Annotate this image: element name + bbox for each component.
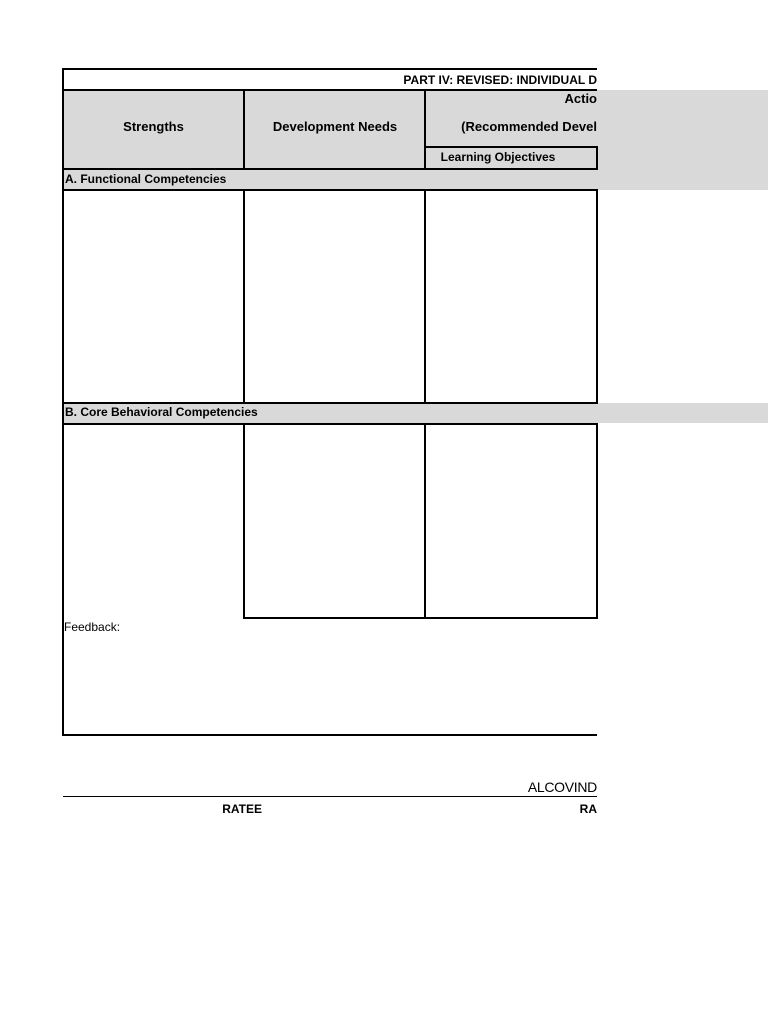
- rater-label: RA: [579, 802, 597, 816]
- border-section-b-top: [62, 402, 597, 404]
- border-section-b-bottom: [62, 423, 597, 425]
- divider-col-1-a: [243, 189, 245, 404]
- feedback-area[interactable]: [64, 636, 596, 734]
- learning-objectives-cell-b[interactable]: [428, 425, 596, 617]
- form-title: PART IV: REVISED: INDIVIDUAL D: [403, 73, 597, 87]
- border-cells-b-bottom: [243, 617, 597, 619]
- section-b-label: B. Core Behavioral Competencies: [65, 405, 258, 419]
- development-needs-cell-b[interactable]: [246, 425, 425, 617]
- divider-col-3-b: [596, 423, 598, 619]
- border-header-bottom: [62, 168, 597, 170]
- recommended-development-header: (Recommended Devel: [461, 119, 597, 134]
- strengths-header: Strengths: [123, 119, 184, 134]
- development-needs-header: Development Needs: [272, 119, 398, 134]
- border-learning-top: [425, 146, 597, 148]
- border-feedback-bottom: [62, 734, 597, 736]
- border-left: [62, 68, 64, 736]
- divider-col-1-b: [243, 423, 245, 619]
- divider-col-3-a: [596, 189, 598, 404]
- divider-col-2-a: [424, 189, 426, 404]
- development-needs-cell-a[interactable]: [246, 191, 425, 402]
- divider-col-3-header: [596, 146, 598, 170]
- action-plan-header: Actio: [564, 91, 597, 106]
- strengths-cell-a[interactable]: [65, 191, 243, 402]
- ratee-label: RATEE: [222, 802, 262, 816]
- feedback-label: Feedback:: [64, 620, 121, 634]
- divider-col-1-header: [243, 89, 245, 170]
- divider-col-2-b: [424, 423, 426, 619]
- strengths-cell-b[interactable]: [65, 425, 243, 617]
- border-header-top: [62, 89, 597, 91]
- learning-objectives-header: Learning Objectives: [440, 150, 556, 164]
- border-section-a-bottom: [62, 189, 597, 191]
- section-a-label: A. Functional Competencies: [65, 172, 227, 186]
- divider-col-2-header: [424, 89, 426, 170]
- learning-objectives-cell-a[interactable]: [428, 191, 596, 402]
- border-top: [62, 68, 597, 70]
- signature-line: [63, 796, 597, 797]
- rater-name: ALCOVIND: [527, 779, 597, 795]
